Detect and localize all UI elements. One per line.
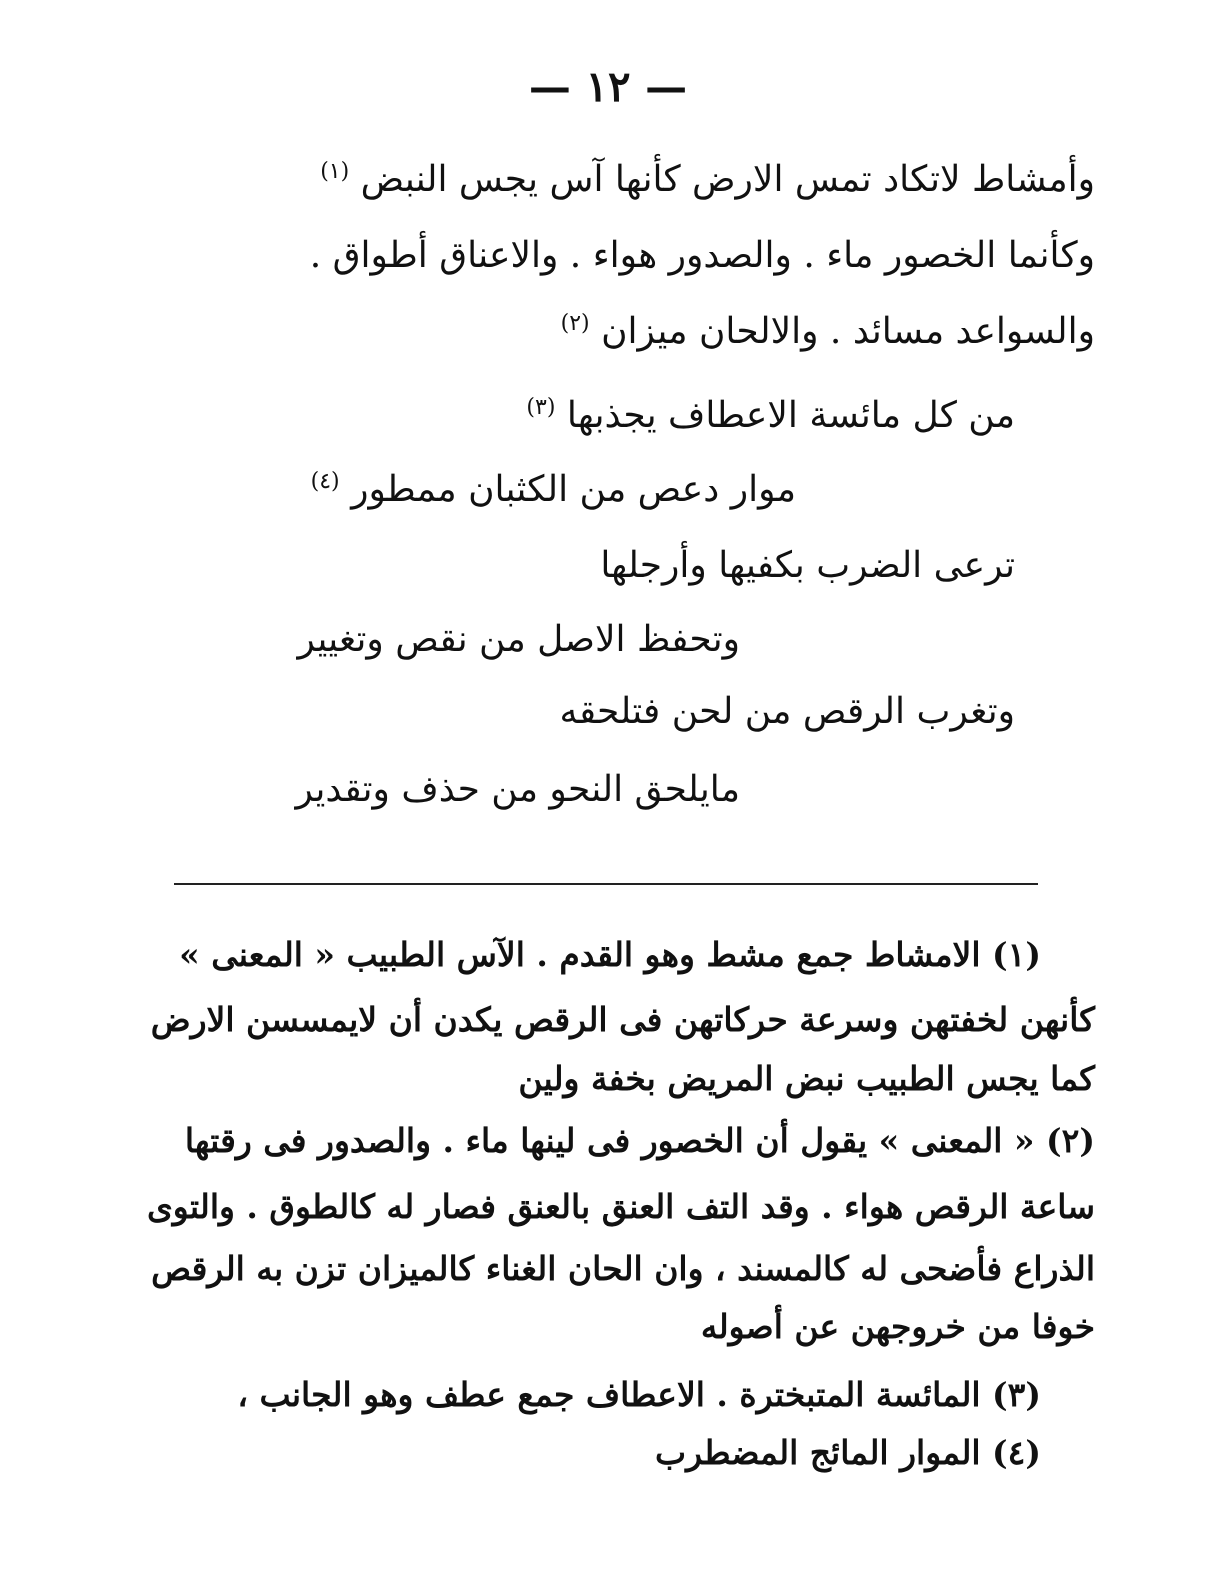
- poem-line-3: [600, 545, 1015, 586]
- footnote-line-8: (٣) المائسة المتبخترة . الاعطاف جمع عطف وهو الجانب ،: [237, 1375, 1041, 1414]
- poem-line-1: [526, 395, 1015, 436]
- page-number: — ١٢ —: [528, 62, 688, 111]
- poem-line-text: ترعى الضرب بكفيها وأرجلها: [600, 545, 1015, 586]
- poem-line-text: مايلحق النحو من حذف وتقدير: [295, 769, 740, 810]
- footnote-marker: (١): [320, 159, 350, 184]
- footnote-line-7: خوفا من خروجهن عن أصوله: [700, 1307, 1095, 1346]
- footnote-line-9: (٤) الموار المائج المضطرب: [655, 1433, 1041, 1472]
- footnote-line-5: ساعة الرقص هواء . وقد التف العنق بالعنق فصار له كالطوق . والتوى: [146, 1187, 1095, 1226]
- poem-line-text: وتحفظ الاصل من نقص وتغيير: [297, 619, 740, 660]
- poem-line-2: [310, 469, 796, 510]
- poem-line-4: [297, 619, 740, 660]
- prose-line-1: [320, 159, 1095, 200]
- footnote-marker: (٢): [560, 311, 590, 336]
- footnote-marker: (٤): [310, 469, 340, 494]
- footnote-line-1: (١) الامشاط جمع مشط وهو القدم . الآس الطبيب « المعنى »: [179, 935, 1041, 974]
- poem-line-text: وتغرب الرقص من لحن فتلحقه: [559, 691, 1015, 732]
- footnote-line-2: كأنهن لخفتهن وسرعة حركاتهن فى الرقص يكدن أن لايمسسن الارض: [150, 1000, 1095, 1039]
- prose-line-3: [560, 311, 1095, 352]
- poem-line-text: من كل مائسة الاعطاف يجذبها: [566, 395, 1015, 436]
- footnote-line-3: كما يجس الطبيب نبض المريض بخفة ولين: [518, 1059, 1095, 1098]
- poem-line-text: موار دعص من الكثبان ممطور: [351, 469, 796, 510]
- prose-line-2: [309, 235, 1095, 276]
- prose-line-text: والسواعد مسائد . والالحان ميزان: [601, 311, 1095, 352]
- poem-line-5: [559, 691, 1015, 732]
- footnote-line-6: الذراع فأضحى له كالمسند ، وان الحان الغناء كالميزان تزن به الرقص: [151, 1249, 1095, 1288]
- footnote-separator: [174, 883, 1038, 885]
- footnote-marker: (٣): [526, 395, 556, 420]
- poem-line-6: [295, 769, 740, 810]
- prose-line-text: وكأنما الخصور ماء . والصدور هواء . والاعناق أطواق .: [309, 235, 1095, 276]
- prose-line-text: وأمشاط لاتكاد تمس الارض كأنها آس يجس النبض: [360, 159, 1095, 200]
- footnote-line-4: (٢) « المعنى » يقول أن الخصور فى لينها ماء . والصدور فى رقتها: [184, 1121, 1095, 1160]
